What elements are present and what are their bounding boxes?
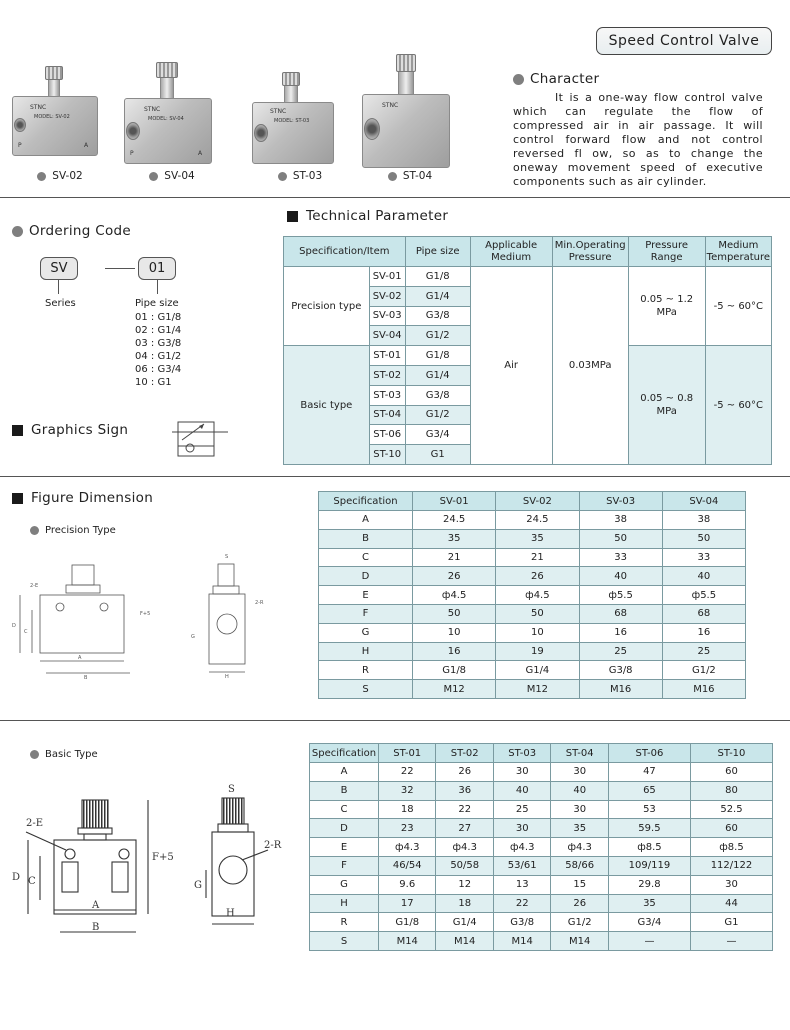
table-cell: D	[319, 567, 413, 586]
table-header-cell: Specification	[310, 744, 379, 763]
table-cell: 44	[690, 894, 772, 913]
flow-control-symbol-icon	[172, 418, 232, 460]
precision-side-drawing	[185, 548, 275, 678]
table-cell: 32	[379, 781, 436, 800]
table-cell: 80	[690, 781, 772, 800]
table-cell: R	[310, 913, 379, 932]
table-cell: S	[310, 932, 379, 951]
table-cell: M16	[579, 680, 662, 699]
table-cell: 112/122	[690, 856, 772, 875]
table-row	[319, 642, 746, 661]
dimension-label: A	[92, 900, 100, 911]
table-cell: 18	[379, 800, 436, 819]
table-cell: 40	[493, 781, 550, 800]
table-cell: 16	[579, 623, 662, 642]
table-cell: H	[310, 894, 379, 913]
table-cell: 22	[436, 800, 493, 819]
figure-dimension-heading: Figure Dimension	[12, 490, 153, 506]
table-cell: G1/4	[496, 661, 579, 680]
table-cell: 26	[413, 567, 496, 586]
table-cell: G1/8	[413, 661, 496, 680]
divider	[0, 476, 790, 477]
table-cell: 29.8	[608, 875, 690, 894]
page-title: Speed Control Valve	[596, 27, 772, 55]
product-label: SV-04	[164, 170, 195, 182]
sv-dimension-table	[318, 491, 746, 699]
table-cell: ST-02	[369, 365, 405, 385]
table-cell: 24.5	[496, 511, 579, 530]
table-row	[319, 604, 746, 623]
table-cell: 25	[662, 642, 745, 661]
table-row	[319, 548, 746, 567]
table-cell: 35	[496, 529, 579, 548]
table-cell: ф5.5	[662, 586, 745, 605]
table-cell: 27	[436, 819, 493, 838]
dimension-label: A	[78, 655, 82, 661]
technical-parameter-table	[283, 236, 772, 465]
table-cell: G3/4	[405, 425, 470, 445]
table-cell: —	[608, 932, 690, 951]
table-row	[319, 492, 746, 511]
table-cell: G1/2	[662, 661, 745, 680]
table-cell: 25	[579, 642, 662, 661]
square-bullet-icon	[12, 425, 23, 436]
table-cell: G3/8	[405, 385, 470, 405]
table-cell: 53/61	[493, 856, 550, 875]
dimension-label: 2-R	[255, 600, 264, 606]
precision-type-label: Precision Type	[30, 525, 116, 538]
table-row	[310, 781, 773, 800]
table-cell: 0.05 ~ 1.2 MPa	[628, 267, 705, 346]
table-cell: 30	[493, 763, 550, 782]
table-cell: ф4.5	[413, 586, 496, 605]
table-row	[310, 744, 773, 763]
ordering-code-heading: Ordering Code	[12, 223, 131, 239]
dimension-label: 2-E	[30, 583, 39, 589]
table-cell: 60	[690, 763, 772, 782]
dimension-label: F+5	[140, 611, 150, 617]
table-cell: M16	[662, 680, 745, 699]
table-cell: 36	[436, 781, 493, 800]
table-cell: 38	[579, 511, 662, 530]
table-cell: F	[310, 856, 379, 875]
table-cell: E	[319, 586, 413, 605]
table-cell: 30	[551, 800, 608, 819]
table-cell: 40	[551, 781, 608, 800]
basic-type-label: Basic Type	[30, 749, 98, 762]
table-cell: 16	[413, 642, 496, 661]
table-cell: 35	[608, 894, 690, 913]
st-dimension-table	[309, 743, 773, 951]
table-cell: ф8.5	[608, 838, 690, 857]
table-header-cell: ST-01	[379, 744, 436, 763]
table-cell: 35	[413, 529, 496, 548]
ordering-box-pipe: 01	[138, 257, 176, 280]
table-row	[284, 267, 772, 287]
table-cell: 50	[496, 604, 579, 623]
table-cell: M14	[436, 932, 493, 951]
table-cell: 22	[379, 763, 436, 782]
table-cell: G3/8	[579, 661, 662, 680]
table-cell: G1/2	[405, 326, 470, 346]
table-cell: 23	[379, 819, 436, 838]
dimension-label: F+5	[152, 852, 174, 863]
table-cell: 17	[379, 894, 436, 913]
square-bullet-icon	[12, 493, 23, 504]
medium-cell: Air	[470, 267, 552, 465]
divider	[0, 197, 790, 198]
table-header-cell: SV-02	[496, 492, 579, 511]
table-header-cell: Applicable Medium	[470, 237, 552, 267]
product-st-03: STNC MODEL: ST-03 ST-03	[250, 60, 350, 185]
table-header-cell: SV-03	[579, 492, 662, 511]
table-cell: G1/8	[405, 346, 470, 366]
table-cell: —	[690, 932, 772, 951]
table-cell: ф4.5	[496, 586, 579, 605]
table-cell: ф4.3	[436, 838, 493, 857]
character-heading: Character	[513, 71, 599, 87]
table-header-cell: ST-02	[436, 744, 493, 763]
table-cell: H	[319, 642, 413, 661]
table-row	[319, 680, 746, 699]
product-sv-02: STNC MODEL: SV-02 P A SV-02	[10, 60, 110, 185]
table-cell: 33	[579, 548, 662, 567]
table-cell: 30	[551, 763, 608, 782]
table-cell: G1/4	[436, 913, 493, 932]
table-cell: ф4.3	[493, 838, 550, 857]
table-header-cell: Pipe size	[405, 237, 470, 267]
table-cell: 65	[608, 781, 690, 800]
table-cell: 26	[436, 763, 493, 782]
table-cell: G1	[405, 445, 470, 465]
table-cell: G1/2	[551, 913, 608, 932]
table-row	[319, 529, 746, 548]
min-pressure-cell: 0.03MPa	[552, 267, 628, 465]
table-cell: SV-03	[369, 306, 405, 326]
table-cell: G1/8	[379, 913, 436, 932]
table-row	[310, 913, 773, 932]
dimension-label: B	[84, 675, 88, 681]
table-cell: 0.05 ~ 0.8 MPa	[628, 346, 705, 465]
table-cell: 47	[608, 763, 690, 782]
dimension-label: S	[225, 554, 229, 560]
table-cell: A	[310, 763, 379, 782]
table-cell: 46/54	[379, 856, 436, 875]
table-cell: 50	[579, 529, 662, 548]
table-cell: 59.5	[608, 819, 690, 838]
table-cell: 22	[493, 894, 550, 913]
dimension-label: C	[24, 629, 28, 635]
table-header-cell: SV-04	[662, 492, 745, 511]
table-cell: 18	[436, 894, 493, 913]
dimension-label: C	[28, 876, 36, 887]
dimension-label: G	[191, 634, 195, 640]
table-cell: B	[310, 781, 379, 800]
table-cell: SV-02	[369, 286, 405, 306]
table-cell: G3/8	[493, 913, 550, 932]
table-cell: ST-03	[369, 385, 405, 405]
table-row	[319, 661, 746, 680]
table-cell: 25	[493, 800, 550, 819]
table-cell: 10	[413, 623, 496, 642]
pipe-size-options: 01 : G1/8 02 : G1/4 03 : G3/8 04 : G1/2 06 : G3/4 10 : G1	[135, 312, 182, 388]
table-cell: 10	[496, 623, 579, 642]
basic-side-drawing	[178, 780, 298, 930]
table-header-cell: ST-04	[551, 744, 608, 763]
bullet-icon	[12, 226, 23, 237]
dimension-label: H	[225, 674, 229, 678]
basic-front-drawing	[8, 790, 188, 940]
table-cell: S	[319, 680, 413, 699]
table-cell: G	[310, 875, 379, 894]
dimension-label: H	[226, 908, 235, 919]
table-row	[310, 875, 773, 894]
product-st-04: STNC ST-04	[360, 50, 470, 185]
table-cell: G1/4	[405, 286, 470, 306]
table-cell: 30	[493, 819, 550, 838]
table-cell: E	[310, 838, 379, 857]
product-label: ST-03	[292, 170, 323, 182]
table-header-cell: Medium Temperature	[705, 237, 771, 267]
graphics-sign-heading: Graphics Sign	[12, 422, 128, 438]
table-row	[319, 586, 746, 605]
table-cell: 40	[579, 567, 662, 586]
table-cell: -5 ~ 60°C	[705, 346, 771, 465]
table-row	[310, 838, 773, 857]
product-gallery	[0, 60, 480, 190]
table-cell: 21	[496, 548, 579, 567]
table-cell: 68	[662, 604, 745, 623]
table-cell: -5 ~ 60°C	[705, 267, 771, 346]
table-cell: 30	[690, 875, 772, 894]
table-cell: 50	[662, 529, 745, 548]
table-row	[319, 511, 746, 530]
table-cell: ST-06	[369, 425, 405, 445]
table-cell: D	[310, 819, 379, 838]
table-cell: M14	[551, 932, 608, 951]
table-cell: 50	[413, 604, 496, 623]
table-cell: B	[319, 529, 413, 548]
table-cell: 19	[496, 642, 579, 661]
product-label: SV-02	[52, 170, 83, 182]
table-row	[310, 932, 773, 951]
table-row	[310, 894, 773, 913]
table-cell: 16	[662, 623, 745, 642]
table-row	[319, 567, 746, 586]
precision-front-drawing	[10, 555, 150, 683]
table-cell: 24.5	[413, 511, 496, 530]
pipe-size-label: Pipe size	[135, 298, 179, 309]
table-header-cell: Specification	[319, 492, 413, 511]
table-cell: 50/58	[436, 856, 493, 875]
table-row	[310, 819, 773, 838]
dimension-label: D	[12, 872, 21, 883]
table-cell: R	[319, 661, 413, 680]
dimension-label: D	[12, 623, 16, 629]
dimension-label: 2-R	[264, 840, 282, 851]
character-text: It is a one-way flow control valve which can regulate the flow of compressed air in air passage. It will control forward flow and not control reversed fl ow, so as to change the oneway movement speed of executive components such as air cylinder.	[513, 91, 763, 188]
bullet-icon	[513, 74, 524, 85]
dimension-label: S	[228, 784, 235, 795]
table-cell: 15	[551, 875, 608, 894]
table-cell: 52.5	[690, 800, 772, 819]
table-cell: 58/66	[551, 856, 608, 875]
table-row	[310, 800, 773, 819]
table-cell: G1	[690, 913, 772, 932]
table-cell: ф8.5	[690, 838, 772, 857]
table-cell: F	[319, 604, 413, 623]
table-cell: 35	[551, 819, 608, 838]
table-cell: G3/8	[405, 306, 470, 326]
table-cell: ST-10	[369, 445, 405, 465]
table-header-cell: Pressure Range	[628, 237, 705, 267]
table-cell: C	[310, 800, 379, 819]
dimension-label: G	[194, 880, 202, 891]
dimension-label: 2-E	[26, 818, 44, 829]
table-cell: 12	[436, 875, 493, 894]
series-label: Series	[45, 298, 76, 309]
table-cell: G1/8	[405, 267, 470, 287]
ordering-connector	[105, 268, 135, 269]
table-row	[284, 237, 772, 267]
table-cell: M14	[379, 932, 436, 951]
dimension-label: B	[92, 922, 100, 933]
table-cell: ST-01	[369, 346, 405, 366]
table-cell: M12	[496, 680, 579, 699]
table-cell: 53	[608, 800, 690, 819]
table-cell: G1/2	[405, 405, 470, 425]
table-row	[310, 856, 773, 875]
product-label: ST-04	[402, 170, 433, 182]
table-row	[319, 623, 746, 642]
table-cell: SV-01	[369, 267, 405, 287]
table-cell: 40	[662, 567, 745, 586]
table-cell: 13	[493, 875, 550, 894]
table-header-cell: ST-06	[608, 744, 690, 763]
table-cell: G1/4	[405, 365, 470, 385]
technical-parameter-heading: Technical Parameter	[287, 208, 448, 224]
square-bullet-icon	[287, 211, 298, 222]
table-cell: SV-04	[369, 326, 405, 346]
table-cell: G3/4	[608, 913, 690, 932]
table-cell: G	[319, 623, 413, 642]
precision-type-cell: Precision type	[284, 267, 370, 346]
table-cell: ф4.3	[379, 838, 436, 857]
table-cell: 68	[579, 604, 662, 623]
table-cell: C	[319, 548, 413, 567]
table-cell: 9.6	[379, 875, 436, 894]
table-header-cell: Min.Operating Pressure	[552, 237, 628, 267]
table-row	[310, 763, 773, 782]
table-cell: A	[319, 511, 413, 530]
table-cell: ф5.5	[579, 586, 662, 605]
product-sv-04: STNC MODEL: SV-04 P A SV-04	[122, 60, 232, 185]
table-cell: ф4.3	[551, 838, 608, 857]
ordering-box-series: SV	[40, 257, 78, 280]
table-cell: M12	[413, 680, 496, 699]
table-cell: 38	[662, 511, 745, 530]
basic-type-cell: Basic type	[284, 346, 370, 465]
table-cell: 109/119	[608, 856, 690, 875]
table-cell: 26	[496, 567, 579, 586]
table-cell: 21	[413, 548, 496, 567]
table-cell: ST-04	[369, 405, 405, 425]
table-cell: M14	[493, 932, 550, 951]
table-cell: 60	[690, 819, 772, 838]
table-header-cell: Specification/Item	[284, 237, 406, 267]
table-cell: 26	[551, 894, 608, 913]
table-header-cell: ST-10	[690, 744, 772, 763]
table-cell: 33	[662, 548, 745, 567]
table-header-cell: SV-01	[413, 492, 496, 511]
table-header-cell: ST-03	[493, 744, 550, 763]
divider	[0, 720, 790, 721]
